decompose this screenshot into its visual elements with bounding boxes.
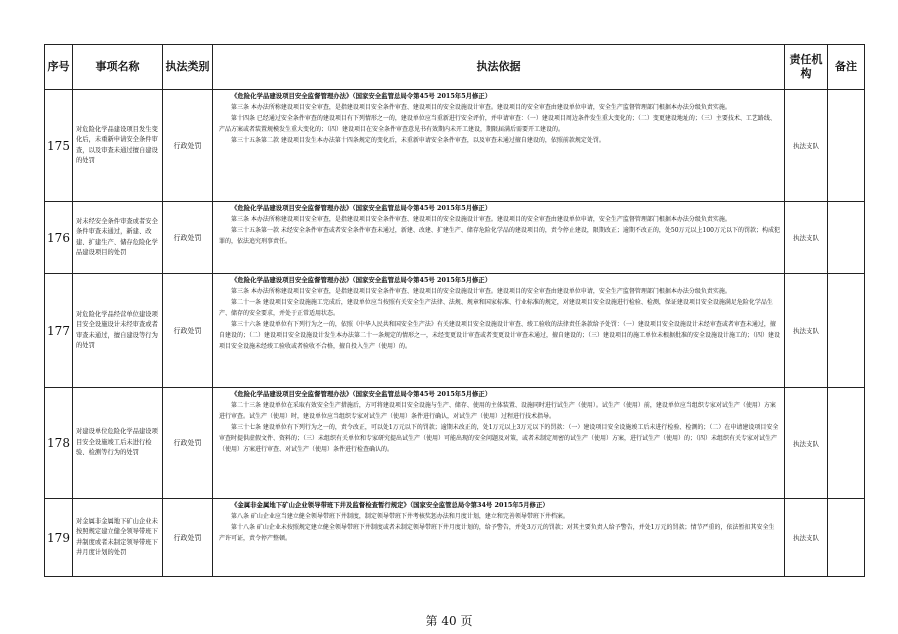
law-title: 《金属非金属地下矿山企业领导带班下井及监督检查暂行规定》（国家安全监管总局令第34号 2015年5月修正）: [231, 501, 549, 509]
row-seq: 178: [45, 388, 73, 499]
row-org: 执法支队: [785, 202, 828, 274]
table-row: [45, 90, 865, 202]
row-category: 行政处罚: [163, 274, 213, 388]
row-org: 执法支队: [785, 90, 828, 202]
header-row: [45, 45, 865, 90]
row-note: [828, 388, 865, 499]
row-seq: 179: [45, 499, 73, 577]
row-seq: 176: [45, 202, 73, 274]
header-org: 责任机构: [785, 45, 828, 90]
row-basis: [213, 388, 785, 499]
row-category: 行政处罚: [163, 388, 213, 499]
article-text: 第三十五条第一款 未经安全条件审查或者安全条件审查未通过，新建、改建、扩建生产、储存危险化学品的建设项目的，责令停止建设，限期改正；逾期不改正的，处50万元以上100万元以下的罚款；构成犯罪的，依法追究刑事责任。: [219, 227, 780, 245]
row-item-name: 对危险化学品经营单位建设项目安全设施设计未经审查或者审查未通过，擅自建设等行为的处罚: [73, 274, 163, 388]
article-text: 第二十三条 建设单位在采取有效安全生产措施后，方可将建设项目安全设施与生产、储存、使用的主体装置、设施同时进行试生产（使用）。试生产（使用）前，建设单位应当组织专家对试生产（使用）方案进行审查。试生产（使用）时，建设单位应当组织专家对试生产（使用）条件进行确认，对试生产（使用）过程进行技术指导。: [219, 402, 776, 420]
enforcement-table: [44, 44, 865, 577]
article-text: 第二十一条 建设项目安全设施施工完成后，建设单位应当按照有关安全生产法律、法规、规章和国家标准、行业标准的规定，对建设项目安全设施进行检验、检测，保证建设项目安全设施满足危险化学品生产、储存的安全要求，并处于正常适用状态。: [219, 299, 773, 317]
row-item-name: 对未经安全条件审查或者安全条件审查未通过，新建、改建、扩建生产、储存危险化学品建设项目的处罚: [73, 202, 163, 274]
row-category: 行政处罚: [163, 202, 213, 274]
header-seq: 序号: [45, 45, 73, 90]
row-category: 行政处罚: [163, 499, 213, 577]
article-text: 第八条 矿山企业应当建立健全领导带班下井制度，制定领导带班下井考核奖惩办法和月度计划，建立和完善领导带班下井档案。: [231, 513, 569, 520]
header-note: 备注: [828, 45, 865, 90]
header-item-name: 事项名称: [73, 45, 163, 90]
row-org: 执法支队: [785, 274, 828, 388]
article-text: 第十八条 矿山企业未按照规定建立健全领导带班下井制度或者未制定领导带班下井月度计划的，给予警告，并处3万元的罚款；对其主要负责人给予警告，并处1万元的罚款；情节严重的，依法暂扣其安全生产许可证，责令停产整顿。: [219, 524, 775, 542]
table-row: [45, 274, 865, 388]
header-category: 执法类别: [163, 45, 213, 90]
row-seq: 177: [45, 274, 73, 388]
row-note: [828, 499, 865, 577]
row-category: 行政处罚: [163, 90, 213, 202]
table-row: [45, 388, 865, 499]
article-text: 第三十七条 建设单位有下列行为之一的，责令改正，可以处1万元以下的罚款；逾期未改正的，处1万元以上3万元以下的罚款：（一）建设项目安全设施竣工后未进行检验、检测的；（二）在申请建设项目安全审查时提供虚假文件、资料的；（三）未组织有关单位和专家研究提出试生产（使用）可能出现的安全问题及对策，或者未制定周密的试生产（使用）方案，进行试生产（使用）的；（四）未组织有关专家对试生产（使用）方案进行审查、对试生产（使用）条件进行检查确认的。: [219, 424, 779, 453]
law-title: 《危险化学品建设项目安全监督管理办法》（国家安全监管总局令第45号 2015年5月修正）: [231, 92, 492, 100]
table-row: [45, 202, 865, 274]
table-row: [45, 499, 865, 577]
row-note: [828, 202, 865, 274]
row-org: 执法支队: [785, 388, 828, 499]
article-text: 第三条 本办法所称建设项目安全审查，是指建设项目安全条件审查、建设项目的安全设施设计审查。建设项目的安全审查由建设单位申请，安全生产监督管理部门根据本办法分级负责实施。: [231, 288, 731, 295]
article-text: 第三条 本办法所称建设项目安全审查，是指建设项目安全条件审查、建设项目的安全设施设计审查。建设项目的安全审查由建设单位申请，安全生产监督管理部门根据本办法分级负责实施。: [231, 216, 731, 223]
row-item-name: 对建设单位危险化学品建设项目安全设施竣工后未进行检验、检测等行为的处罚: [73, 388, 163, 499]
header-basis: 执法依据: [213, 45, 785, 90]
page-number: 第 40 页: [425, 614, 473, 628]
row-item-name: 对金属非金属地下矿山企业未按照规定建立健全领导带班下井制度或者未制定领导带班下井月度计划的处罚: [73, 499, 163, 577]
row-item-name: 对危险化学品建设项目发生变化后，未重新申请安全条件审查，以及审查未通过擅自建设的处罚: [73, 90, 163, 202]
row-org: 执法支队: [785, 499, 828, 577]
row-basis: [213, 202, 785, 274]
row-note: [828, 274, 865, 388]
article-text: 第三十五条第二款 建设项目发生本办法第十四条规定的变化后，未重新申请安全条件审查，以及审查未通过擅自建设的，依照前款规定处罚。: [231, 137, 605, 144]
article-text: 第十四条 已经通过安全条件审查的建设项目有下列情形之一的，建设单位应当重新进行安全评价，并申请审查：（一）建设项目周边条件发生重大变化的；（二）变更建设地址的；（三）主要技术、工艺路线、产品方案或者装置规模发生重大变化的；（四）建设项目在安全条件审查意见书有效期内未开工建设，期限届满后需要开工建设的。: [219, 115, 776, 133]
law-title: 《危险化学品建设项目安全监督管理办法》（国家安全监管总局令第45号 2015年5月修正）: [231, 204, 492, 212]
article-text: 第三条 本办法所称建设项目安全审查，是指建设项目安全条件审查、建设项目的安全设施设计审查。建设项目的安全审查由建设单位申请，安全生产监督管理部门根据本办法分级负责实施。: [231, 104, 731, 111]
row-basis: [213, 499, 785, 577]
article-text: 第三十六条 建设单位有下列行为之一的，依照《中华人民共和国安全生产法》有关建设项目安全设施设计审查、竣工验收的法律责任条款给予处罚：（一）建设项目安全设施设计未经审查或者审查未通过，擅自建设的；（二）建设项目安全设施设计发生本办法第二十一条规定的情形之一，未经变更设计审查或者变更设计审查未通过，擅自建设的；（三）建设项目的施工单位未根据批准的安全设施设计施工的；（四）建设项目安全设施未经竣工验收或者验收不合格，擅自投入生产（使用）的。: [219, 321, 781, 350]
row-basis: [213, 274, 785, 388]
law-title: 《危险化学品建设项目安全监督管理办法》（国家安全监管总局令第45号 2015年5月修正）: [231, 390, 492, 398]
law-title: 《危险化学品建设项目安全监督管理办法》（国家安全监管总局令第45号 2015年5月修正）: [231, 276, 492, 284]
row-note: [828, 90, 865, 202]
row-seq: 175: [45, 90, 73, 202]
row-basis: [213, 90, 785, 202]
